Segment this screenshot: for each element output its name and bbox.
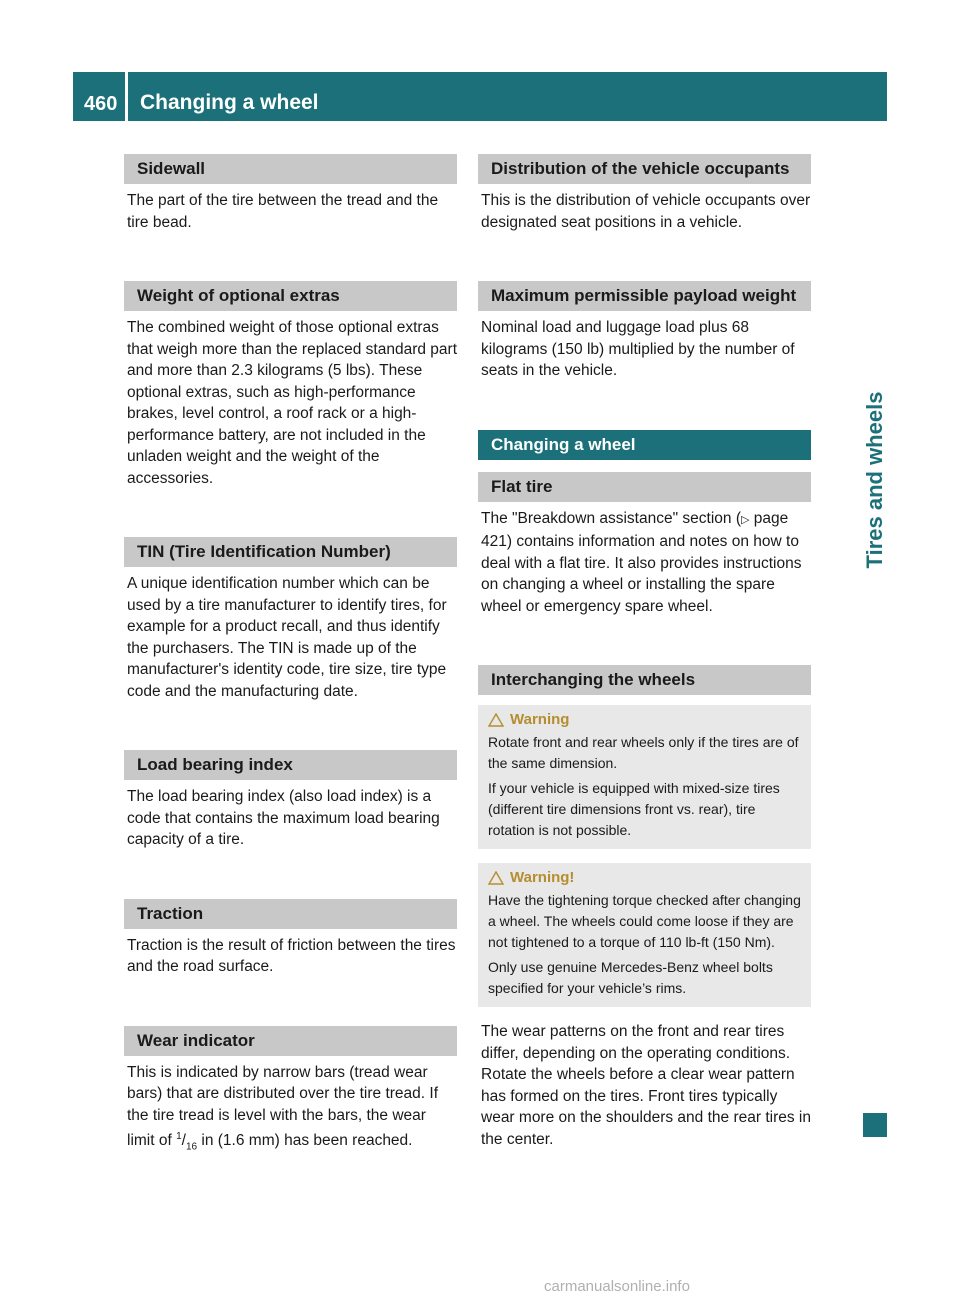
watermark: carmanualsonline.info bbox=[544, 1278, 690, 1295]
warning-text: Have the tightening torque checked after changing a wheel. The wheels could come loose if they are not tightened to a torque of 110 lb-ft (150 Nm). bbox=[488, 892, 801, 950]
page-reference-arrow-icon: ▷ bbox=[741, 513, 750, 526]
section-heading: Interchanging the wheels bbox=[478, 665, 811, 695]
section-text: A unique identification number which can be used by a tire manufacturer to identify tires, for example for a product recall, and thus identify the purchasers. The TIN is made up of the manufacturer's identity code, tire size, tire type code and the manufacturing date. bbox=[127, 575, 447, 700]
section-heading: Wear indicator bbox=[124, 1026, 457, 1056]
section-text bbox=[481, 508, 811, 618]
text-part: The "Breakdown assistance" section ( bbox=[481, 509, 741, 527]
warning-text: Only use genuine Mercedes-Benz wheel bolts specified for your vehicle’s rims. bbox=[488, 959, 773, 996]
warning-text: Rotate front and rear wheels only if the tires are of the same dimension. bbox=[488, 734, 799, 771]
section-text: The part of the tire between the tread and the tire bead. bbox=[127, 192, 439, 231]
section-flat-tire bbox=[476, 472, 811, 618]
section-heading: Load bearing index bbox=[124, 750, 457, 780]
fraction-numerator: 1 bbox=[176, 1131, 182, 1142]
section-text: The load bearing index (also load index) is a code that contains the maximum load bearing capacity of a tire. bbox=[127, 788, 440, 848]
section-load-index bbox=[122, 750, 457, 851]
section-text bbox=[127, 1062, 457, 1158]
fraction-denominator: 16 bbox=[185, 1141, 198, 1153]
section-text: This is the distribution of vehicle occupants over designated seat positions in a vehicle. bbox=[481, 192, 811, 231]
section-optional-extras bbox=[122, 281, 457, 489]
side-tab-label: Tires and wheels bbox=[862, 391, 887, 569]
section-payload bbox=[476, 281, 811, 382]
side-tab-marker bbox=[863, 1113, 887, 1137]
header-divider bbox=[125, 72, 128, 121]
section-heading: Weight of optional extras bbox=[124, 281, 457, 311]
fraction-slash: / bbox=[181, 1132, 186, 1150]
page-reference-link[interactable]: page 421) contains information and notes on how to deal with a flat tire. It also provides instructions on changing a wheel or installing the spare wheel or emergency spare wheel. bbox=[481, 509, 802, 615]
section-tin bbox=[122, 537, 457, 702]
section-text: The wear patterns on the front and rear tires differ, depending on the operating conditions. Rotate the wheels before a clear wear pattern has formed on the tires. Front tires typically wear more on the shoulders and the rear tires in the center. bbox=[481, 1023, 811, 1148]
text-part: in (1.6 mm) has been reached. bbox=[197, 1132, 413, 1150]
section-wear-indicator bbox=[122, 1026, 457, 1158]
warning-title: Warning bbox=[488, 711, 801, 728]
section-heading: Sidewall bbox=[124, 154, 457, 184]
text-part: This is indicated by narrow bars (tread wear bars) that are distributed over the tire tread. If the tire tread is level with the bars, the wear limit of bbox=[127, 1063, 439, 1150]
section-heading: Traction bbox=[124, 899, 457, 929]
warning-triangle-icon bbox=[488, 871, 504, 885]
section-text: Traction is the result of friction between the tires and the road surface. bbox=[127, 936, 456, 975]
left-column bbox=[122, 154, 457, 1158]
section-text: The combined weight of those optional extras that weigh more than the replaced standard part and more than 2.3 kilograms (5 lbs). These optional extras, such as high-performance brakes, level control, a roof rack or a high-performance battery, are not included in the unladen weight and the weight of the accessories. bbox=[127, 319, 458, 487]
warning-triangle-icon bbox=[488, 713, 504, 727]
section-interchanging bbox=[476, 665, 811, 1150]
page-title: Changing a wheel bbox=[140, 91, 319, 114]
section-heading: TIN (Tire Identification Number) bbox=[124, 537, 457, 567]
warning-box bbox=[478, 705, 811, 849]
warning-title: Warning! bbox=[488, 869, 801, 886]
section-sidewall bbox=[122, 154, 457, 233]
section-heading: Flat tire bbox=[478, 472, 811, 502]
chapter-heading: Changing a wheel bbox=[478, 430, 811, 460]
section-heading: Distribution of the vehicle occupants bbox=[478, 154, 811, 184]
page-number: 460 bbox=[84, 93, 118, 115]
section-distribution bbox=[476, 154, 811, 233]
warning-text: If your vehicle is equipped with mixed-size tires (different tire dimensions front vs. rear), tire rotation is not possible. bbox=[488, 780, 780, 838]
warning-box bbox=[478, 863, 811, 1007]
section-heading: Maximum permissible payload weight bbox=[478, 281, 811, 311]
right-column bbox=[476, 154, 811, 1150]
side-tab bbox=[863, 121, 887, 1137]
section-traction bbox=[122, 899, 457, 978]
section-text: Nominal load and luggage load plus 68 kilograms (150 lb) multiplied by the number of seats in the vehicle. bbox=[481, 319, 795, 379]
